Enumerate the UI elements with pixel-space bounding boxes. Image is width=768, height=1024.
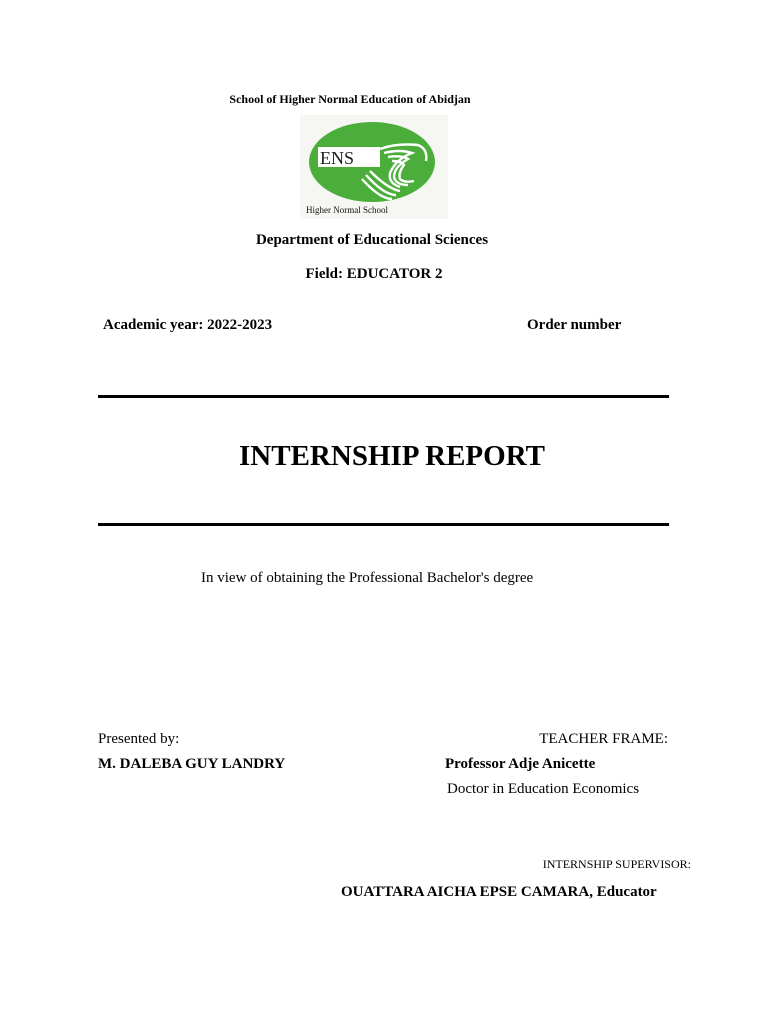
presented-by-label: Presented by: <box>98 731 180 747</box>
department: Department of Educational Sciences <box>255 232 489 248</box>
internship-supervisor-name: OUATTARA AICHA EPSE CAMARA, Educator <box>341 884 657 900</box>
logo-caption: Higher Normal School <box>306 205 388 215</box>
field: Field: EDUCATOR 2 <box>305 266 443 282</box>
degree-purpose: In view of obtaining the Professional Bachelor's degree <box>201 570 534 586</box>
bottom-divider <box>98 523 669 526</box>
order-number: Order number <box>527 317 622 333</box>
school-name: School of Higher Normal Education of Abidjan <box>229 92 471 106</box>
top-divider <box>98 395 669 398</box>
teacher-frame-label: TEACHER FRAME: <box>539 731 668 747</box>
teacher-frame-name: Professor Adje Anicette <box>445 756 596 772</box>
presenter-name: M. DALEBA GUY LANDRY <box>98 756 286 772</box>
academic-year: Academic year: 2022-2023 <box>103 317 273 333</box>
teacher-frame-title: Doctor in Education Economics <box>447 781 640 797</box>
report-title: INTERNSHIP REPORT <box>239 440 545 472</box>
internship-supervisor-label: INTERNSHIP SUPERVISOR: <box>542 857 691 871</box>
ens-logo <box>300 115 448 219</box>
logo-text: ENS <box>320 148 355 168</box>
